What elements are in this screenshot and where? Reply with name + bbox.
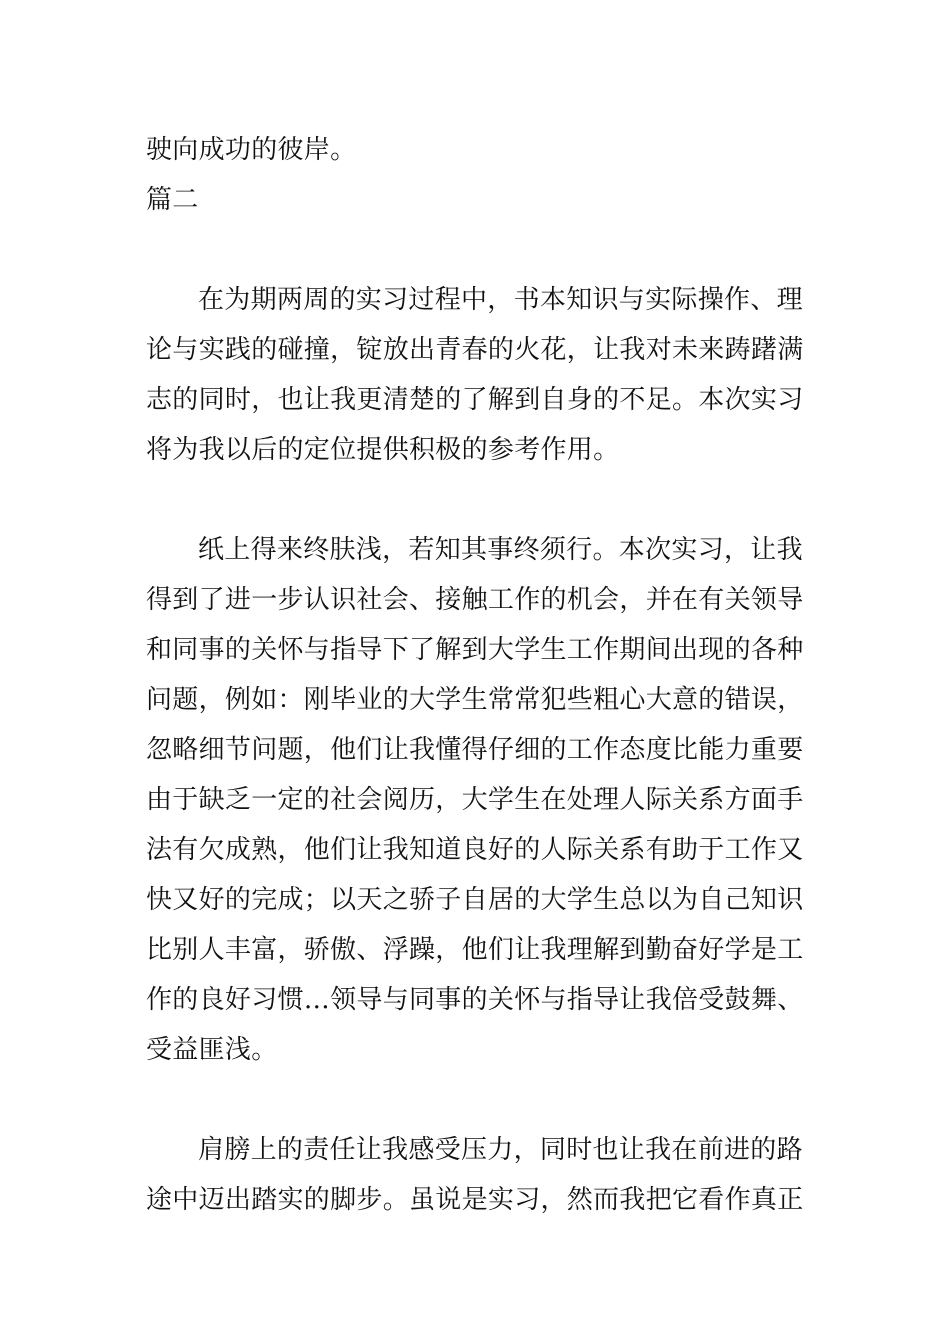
paragraph-2-line-9: 比别人丰富，骄傲、浮躁，他们让我理解到勤奋好学是工 (146, 935, 804, 965)
section-heading: 篇二 (146, 185, 199, 215)
paragraph-2-line-6: 由于缺乏一定的社会阅历，大学生在处理人际关系方面手 (146, 785, 804, 815)
paragraph-1-line-3: 志的同时，也让我更清楚的了解到自身的不足。本次实习 (146, 385, 804, 415)
paragraph-2-line-7: 法有欠成熟，他们让我知道良好的人际关系有助于工作又 (146, 835, 804, 865)
text-line: 驶向成功的彼岸。 (146, 135, 357, 165)
paragraph-2-line-3: 和同事的关怀与指导下了解到大学生工作期间出现的各种 (146, 635, 804, 665)
paragraph-2-line-11: 受益匪浅。 (146, 1035, 278, 1065)
paragraph-3-line-1: 肩膀上的责任让我感受压力，同时也让我在前进的路 (198, 1135, 803, 1165)
paragraph-2-line-4: 问题，例如：刚毕业的大学生常常犯些粗心大意的错误， (146, 685, 804, 715)
paragraph-2-line-1: 纸上得来终肤浅，若知其事终须行。本次实习，让我 (198, 535, 803, 565)
paragraph-2-line-2: 得到了进一步认识社会、接触工作的机会，并在有关领导 (146, 585, 804, 615)
paragraph-2-line-8: 快又好的完成；以天之骄子自居的大学生总以为自己知识 (146, 885, 804, 915)
paragraph-2-line-5: 忽略细节问题，他们让我懂得仔细的工作态度比能力重要 (146, 735, 804, 765)
paragraph-2-line-10: 作的良好习惯…领导与同事的关怀与指导让我倍受鼓舞、 (146, 985, 804, 1015)
paragraph-1-line-1: 在为期两周的实习过程中，书本知识与实际操作、理 (198, 285, 803, 315)
paragraph-3-line-2: 途中迈出踏实的脚步。虽说是实习，然而我把它看作真正 (146, 1185, 804, 1215)
paragraph-1-line-2: 论与实践的碰撞，锭放出青春的火花，让我对未来踌躇满 (146, 335, 804, 365)
paragraph-1-line-4: 将为我以后的定位提供积极的参考作用。 (146, 435, 620, 465)
